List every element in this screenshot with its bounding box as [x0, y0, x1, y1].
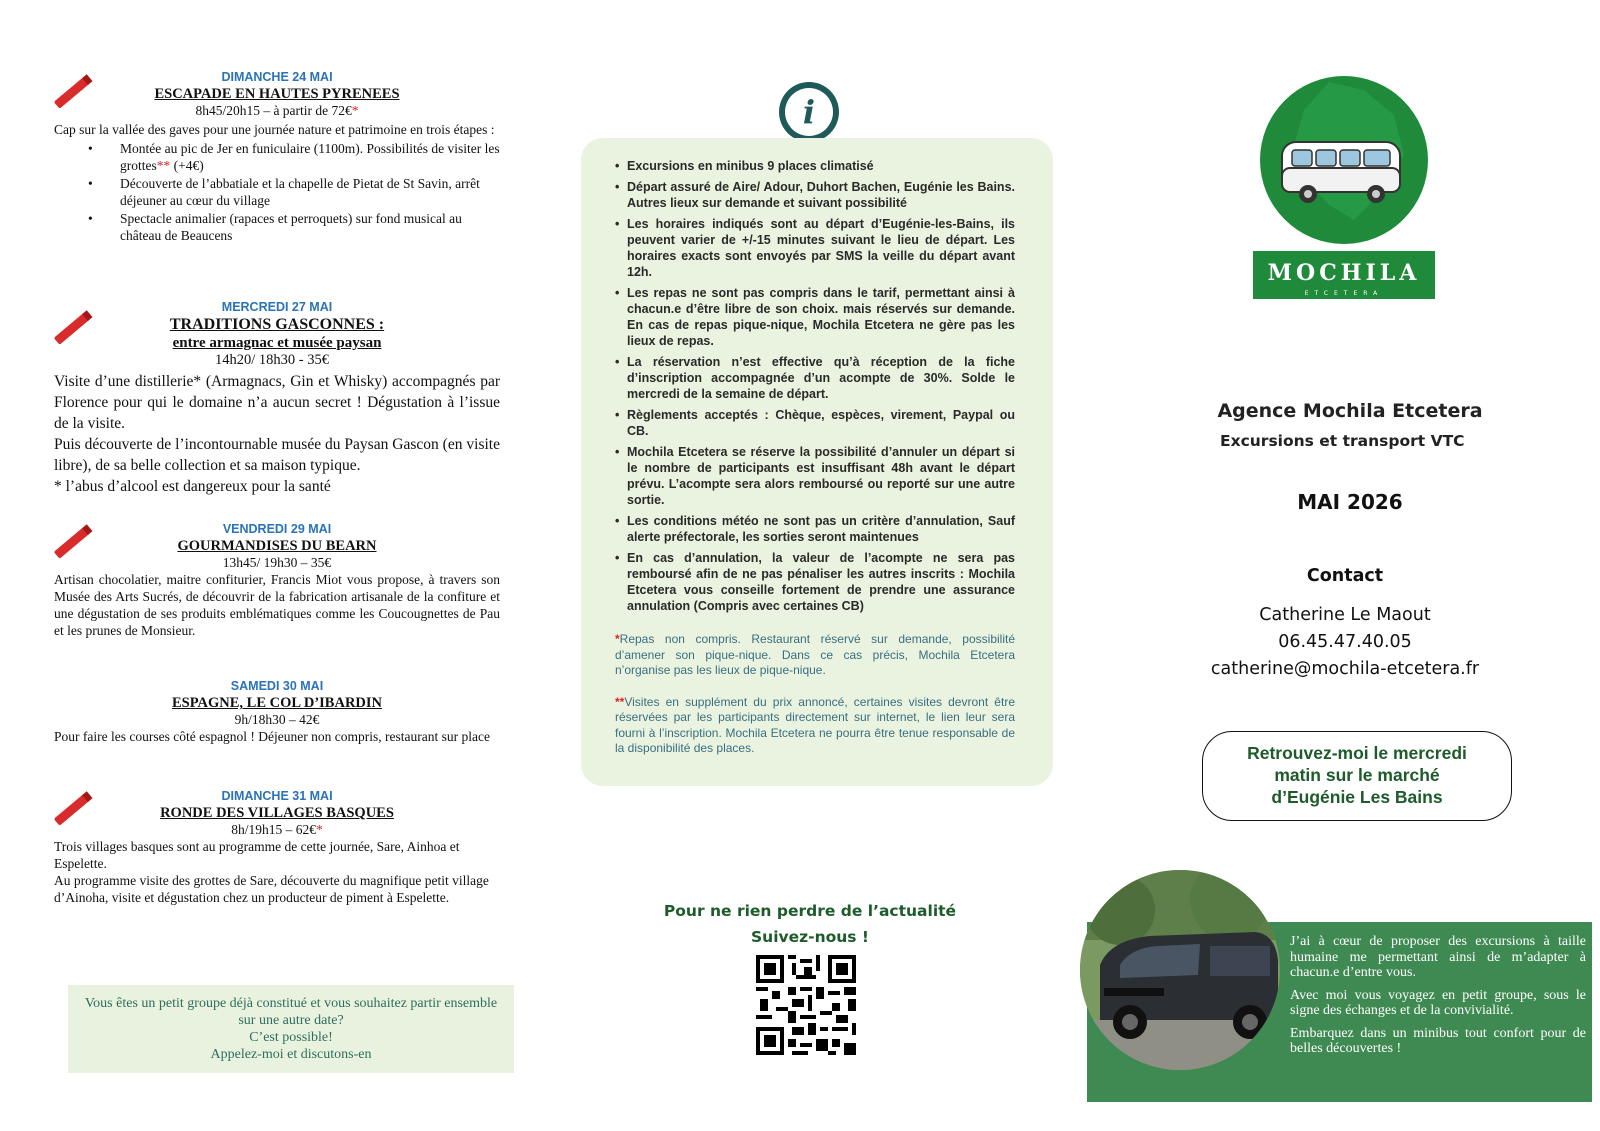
event-description: Visite d’une distillerie* (Armagnacs, Gin et Whisky) accompagnés par Florence pour qui le domaine n’a aucun secret ! Dégustation à l’issue de la visite. [54, 373, 500, 432]
list-item: • Les repas ne sont pas compris dans le tarif, permettant ainsi à chacun.e d’être libre de son choix. mais réservés sur demande. En cas de repas pique-nique, Mochila Etcetera ne gère pas les lieux de repas. [615, 285, 1015, 349]
event-date: DIMANCHE 31 MAI [221, 789, 333, 803]
event-time: 8h/19h15 – 62€* [231, 822, 323, 837]
contact-label: Contact [1306, 566, 1384, 586]
follow-line: Pour ne rien perdre de l’actualité [663, 902, 957, 920]
event-title: ESCAPADE EN HAUTES PYRENEES [154, 86, 400, 102]
minibus-photo [1080, 870, 1280, 1070]
event-subtitle: entre armagnac et musée paysan [172, 335, 382, 351]
new-ribbon-icon [56, 78, 90, 112]
group-box-line: Appelez-moi et discutons-en [210, 1047, 372, 1062]
event-time: 8h45/20h15 – à partir de 72€* [195, 103, 359, 118]
agency-subtitle: Excursions et transport VTC [1220, 432, 1465, 450]
new-ribbon-icon [56, 795, 90, 829]
agency-name: Agence Mochila Etcetera [1217, 400, 1483, 422]
events-column [54, 70, 500, 906]
agency-header [1200, 400, 1500, 450]
list-item: • Montée au pic de Jer en funiculaire (1100m). Possibilités de visiter les grottes** (+4€) [88, 140, 500, 174]
event-date: VENDREDI 29 MAI [222, 522, 332, 536]
footnote-meals: *Repas non compris. Restaurant réservé sur demande, possibilité d’amener son pique-nique. Dans ce cas précis, Mochila Etcetera n’organise pas les lieux de pique-nique. [615, 632, 1015, 677]
qr-code-icon[interactable] [756, 955, 856, 1055]
logo-name: MOCHILA [1267, 260, 1421, 286]
group-box-line: Vous êtes un petit groupe déjà constitué et vous souhaitez partir ensemble sur une autre date? [84, 996, 498, 1028]
logo-tagline: ETCETERA [1304, 290, 1384, 297]
event-date: SAMEDI 30 MAI [230, 679, 324, 693]
info-icon: i [779, 82, 839, 142]
footnote-visits: **Visites en supplément du prix annoncé, certaines visites devront être réservées par les participants directement sur internet, le lien leur sera fourni à l’inscription. Mochila Etcetera ne pourra être tenue responsable de la disponibilité des places. [615, 694, 1015, 755]
event-espagne [54, 679, 500, 789]
event-traditions [54, 300, 500, 522]
event-note: * l’abus d’alcool est dangereux pour la santé [54, 478, 331, 495]
list-item: • Les conditions météo ne sont pas un critère d’annulation, Sauf alerte préfectorale, les sorties seront maintenues [615, 513, 1015, 545]
promo-paragraph: Avec moi vous voyagez en petit groupe, sous le signe des échanges et de la convivialité. [1290, 987, 1586, 1018]
promo-paragraph: Embarquez dans un minibus tout confort pour de belles découvertes ! [1290, 1025, 1586, 1056]
event-description: Trois villages basques sont au programme de cette journée, Sare, Ainhoa et Espelette. [54, 839, 460, 871]
group-booking-box [68, 985, 514, 1073]
event-date: DIMANCHE 24 MAI [221, 70, 333, 84]
event-escapade [54, 70, 500, 300]
contact-name: Catherine Le Maout [1259, 605, 1431, 625]
market-line: Retrouvez-moi le mercredi [1247, 743, 1467, 763]
event-title: TRADITIONS GASCONNES : [169, 316, 385, 333]
follow-us [640, 898, 980, 950]
promo-paragraph: J’ai à cœur de proposer des excursions à taille humaine me permettant ainsi de m’adapter à chacun.e d’entre vous. [1290, 934, 1586, 980]
list-item: • Règlements acceptés : Chèque, espèces, virement, Paypal ou CB. [615, 407, 1015, 439]
event-title: RONDE DES VILLAGES BASQUES [160, 805, 394, 821]
group-box-line: C’est possible! [249, 1030, 333, 1045]
market-callout [1202, 731, 1512, 821]
conditions-list [615, 158, 1015, 614]
event-time: 9h/18h30 – 42€ [234, 712, 320, 727]
event-description: Pour faire les courses côté espagnol ! Déjeuner non compris, restaurant sur place [54, 729, 490, 744]
event-gourmandises [54, 522, 500, 679]
month-title: MAI 2026 [1297, 490, 1403, 514]
list-item: • Départ assuré de Aire/ Adour, Duhort Bachen, Eugénie les Bains. Autres lieux sur demande et suivant possibilité [615, 179, 1015, 211]
follow-line: Suivez-nous ! [751, 928, 869, 946]
event-description: Artisan chocolatier, maitre confiturier, Francis Miot vous propose, à travers son Musée des Arts Sucrés, de découvrir de la fabrication artisanale de la confiture et une dégustation de ses produits emblématiques comme les Coucougnettes de Pau et les prunes de Monsieur. [54, 572, 500, 638]
contact-block [1170, 566, 1520, 683]
list-item: • Spectacle animalier (rapaces et perroquets) sur fond musical au château de Beaucens [88, 210, 500, 244]
list-item: • Les horaires indiqués sont au départ d’Eugénie-les-Bains, ils peuvent varier de +/-15 minutes suivant le lieu de départ. Les horaires exacts sont envoyés par SMS la veille du départ avant 12h. [615, 216, 1015, 280]
event-time: 13h45/ 19h30 – 35€ [222, 555, 332, 570]
event-date: MERCREDI 27 MAI [221, 300, 333, 314]
promo-text [1290, 934, 1586, 1064]
mochila-logo [1234, 70, 1454, 320]
list-item: • Découverte de l’abbatiale et la chapelle de Pietat de St Savin, arrêt déjeuner au cœur du village [88, 175, 500, 209]
list-item: • La réservation n’est effective qu’à réception de la fiche d’inscription accompagnée d’un acompte de 30%. Solde le mercredi de la semaine de départ. [615, 354, 1015, 402]
event-villages-basques [54, 789, 500, 906]
event-description: Au programme visite des grottes de Sare, découverte du magnifique petit village d’Ainoha, visite et dégustation chez un producteur de piment à Espelette. [54, 873, 489, 905]
list-item: • En cas d’annulation, la valeur de l’acompte ne sera pas remboursé afin de ne pas pénaliser les autres inscrits : Mochila Etcetera vous conseille fortement de prendre une assurance annulation (Compris avec certaines CB) [615, 550, 1015, 614]
event-bullets [54, 140, 500, 244]
market-line: d’Eugénie Les Bains [1271, 787, 1443, 807]
list-item: • Excursions en minibus 9 places climatisé [615, 158, 1015, 174]
list-item: • Mochila Etcetera se réserve la possibilité d’annuler un départ si le nombre de participants est insuffisant 48h avant le départ prévu. L’acompte sera alors remboursé ou reporté sur une autre sortie. [615, 444, 1015, 508]
event-title: ESPAGNE, LE COL D’IBARDIN [171, 695, 383, 711]
new-ribbon-icon [56, 528, 90, 562]
new-ribbon-icon [56, 314, 90, 348]
event-title: GOURMANDISES DU BEARN [177, 538, 377, 554]
event-description: Puis découverte de l’incontournable musée du Paysan Gascon (en visite libre), de sa belle collection et sa maison typique. [54, 436, 500, 474]
event-time: 14h20/ 18h30 - 35€ [215, 352, 329, 368]
conditions-box [581, 138, 1053, 786]
contact-phone[interactable]: 06.45.47.40.05 [1278, 632, 1412, 652]
market-line: matin sur le marché [1274, 765, 1440, 785]
event-intro: Cap sur la vallée des gaves pour une journée nature et patrimoine en trois étapes : [54, 122, 495, 137]
contact-email[interactable]: catherine@mochila-etcetera.fr [1210, 659, 1480, 679]
